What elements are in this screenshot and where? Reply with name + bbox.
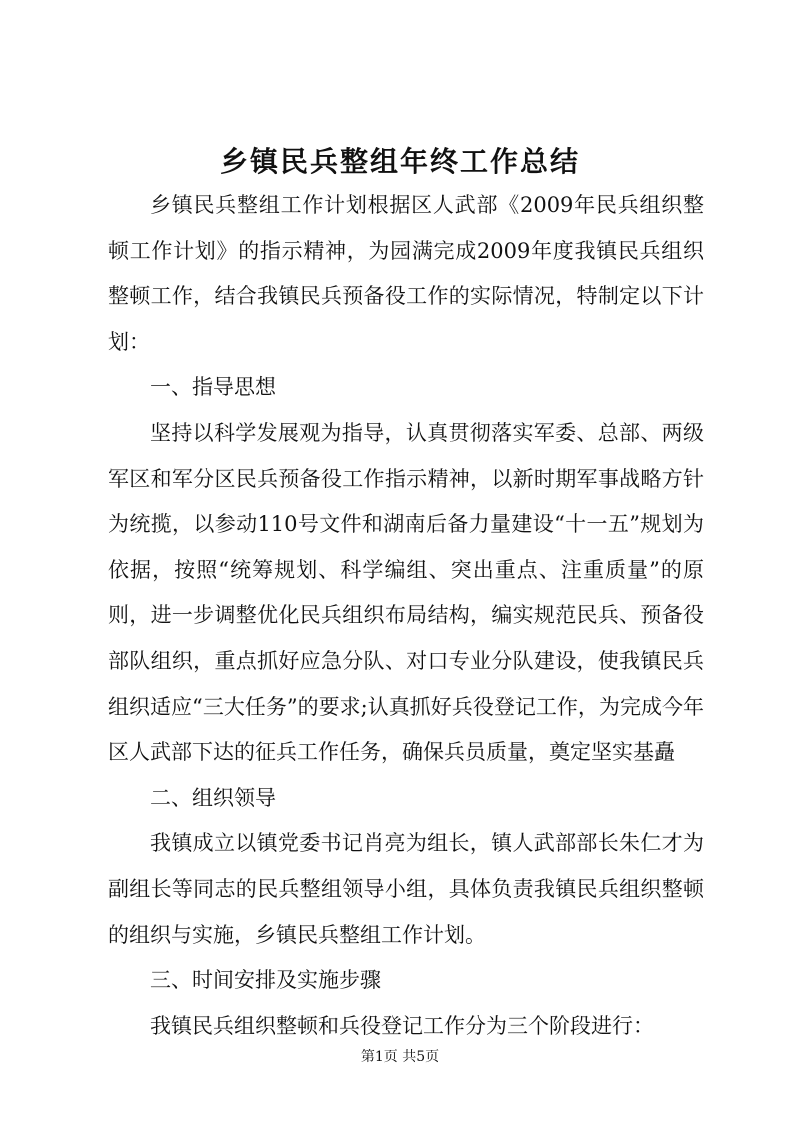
section-heading-schedule-steps: 三、时间安排及实施步骤 — [150, 968, 381, 993]
document-body — [108, 183, 704, 1049]
page-number-footer: 第1页 共5页 — [360, 1049, 440, 1065]
paragraph-guiding-ideology: 坚持以科学发展观为指导，认真贯彻落实军委、总部、两级军区和军分区民兵预备役工作指示精神，以新时期军事战略方针为统揽，以参动110号文件和湖南后备力量建设“十一五”规划为依据，按照“统筹规划、科学编组、突出重点、注重质量”的原则，进一步调整优化民兵组织布局结构，编实规范民兵、预备役部队组织，重点抓好应急分队、对口专业分队建设，使我镇民兵组织适应“三大任务”的要求;认真抓好兵役登记工作，为完成今年区人武部下达的征兵工作任务，确保兵员质量，奠定坚实基矗 — [108, 420, 704, 765]
paragraph-organization-leadership: 我镇成立以镇党委书记肖亮为组长，镇人武部部长朱仁才为副组长等同志的民兵整组领导小组，具体负责我镇民兵组织整顿的组织与实施，乡镇民兵整组工作计划。 — [108, 831, 704, 947]
section-heading-organization-leadership: 二、组织领导 — [150, 785, 276, 810]
paragraph-intro: 乡镇民兵整组工作计划根据区人武部《2009年民兵组织整顿工作计划》的指示精神，为园满完成2009年度我镇民兵组织整顿工作，结合我镇民兵预备役工作的实际情况，特制定以下计划： — [108, 193, 704, 354]
section-heading-guiding-ideology: 一、指导思想 — [150, 375, 276, 400]
paragraph-schedule-steps: 我镇民兵组织整顿和兵役登记工作分为三个阶段进行： — [150, 1013, 654, 1038]
document-title: 乡镇民兵整组年终工作总结 — [219, 145, 580, 178]
